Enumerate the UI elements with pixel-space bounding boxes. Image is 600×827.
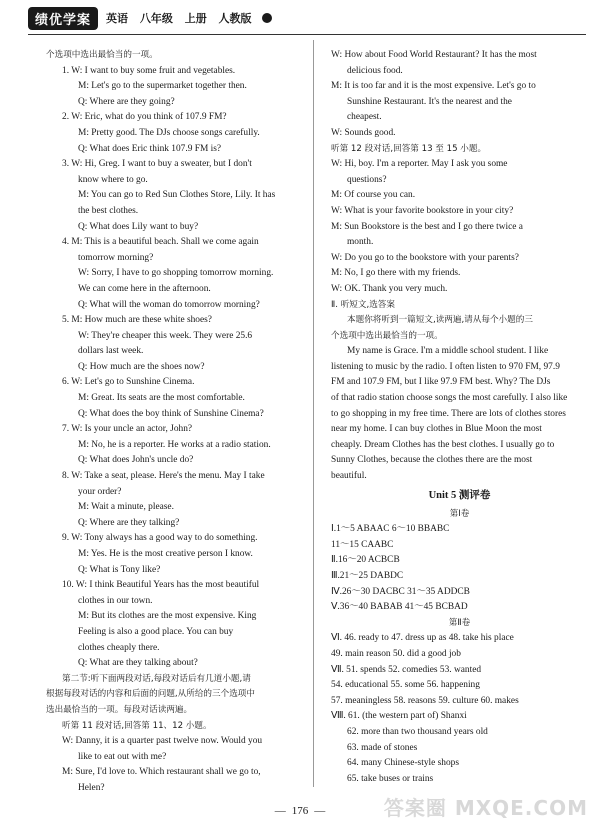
text-line: M: But its clothes are the most expensive. King xyxy=(78,611,257,622)
text-line: beautiful. xyxy=(331,471,367,482)
text-line: W: They're cheaper this week. They were 25.6 xyxy=(78,330,253,341)
text-line: clothes in our town. xyxy=(78,595,153,606)
text-line: cheapest. xyxy=(347,112,382,123)
text-line: tomorrow morning? xyxy=(78,252,154,263)
text-line: Q: What does Eric think 107.9 FM is? xyxy=(78,143,222,154)
text-line: Ⅳ.26～30 DACBC 31～35 ADDCB xyxy=(331,586,470,597)
text-line: questions? xyxy=(347,174,387,185)
text-line: near my home. I can buy clothes in Blue Moon the most xyxy=(331,424,542,435)
text-line: Q: How much are the shoes now? xyxy=(78,361,205,372)
text-line: 8. W: Take a seat, please. Here's the menu. May I take xyxy=(62,471,265,482)
text-line: M: Of course you can. xyxy=(331,190,416,201)
text-line: W: OK. Thank you very much. xyxy=(331,283,448,294)
text-line: Q: What is Tony like? xyxy=(78,564,161,575)
page-number-value: 176 xyxy=(291,805,309,817)
text-line: 个选项中选出最恰当的一项。 xyxy=(331,330,443,341)
right-column xyxy=(331,48,588,787)
text-line: Sunny Clothes, because the clothes there are the most xyxy=(331,455,533,466)
text-line: the best clothes. xyxy=(78,205,139,216)
text-line: 63. made of stones xyxy=(347,742,418,753)
text-line: M: Sun Bookstore is the best and I go there twice a xyxy=(331,221,523,232)
text-line: Ⅵ. 46. ready to 47. dress up as 48. take his place xyxy=(331,633,514,644)
text-line: clothes cheaply there. xyxy=(78,642,160,653)
text-line: Ⅰ.1～5 ABAAC 6～10 BBABC xyxy=(331,524,450,535)
text-line: M: It is too far and it is the most expensive. Let's go to xyxy=(331,81,536,92)
text-line: listening to music by the radio. I often listen to 970 FM, 97.9 xyxy=(331,361,560,372)
text-line: M: Yes. He is the most creative person I know. xyxy=(78,549,253,559)
text-line: 第二节:听下面两段对话,每段对话后有几道小题,请 xyxy=(62,673,251,684)
text-line: 65. take buses or trains xyxy=(347,773,434,784)
text-line: Q: Where are they talking? xyxy=(78,517,180,528)
text-line: 3. W: Hi, Greg. I want to buy a sweater, but I don't xyxy=(62,159,252,170)
text-line: Ⅴ.36～40 BABAB 41～45 BCBAD xyxy=(331,602,468,613)
text-line: Q: What will the woman do tomorrow morning? xyxy=(78,299,260,310)
watermark-logo: 答案圈 MXQE.COM xyxy=(383,796,588,820)
text-line: W: How about Food World Restaurant? It has the most xyxy=(331,50,537,60)
header-rule xyxy=(28,34,586,35)
text-line: 第Ⅱ卷 xyxy=(448,617,471,628)
grade-label: 八年级 xyxy=(139,12,173,25)
text-line: 第Ⅰ卷 xyxy=(449,508,470,519)
text-line: delicious food. xyxy=(347,65,403,76)
text-line: Q: What does John's uncle do? xyxy=(78,455,194,466)
text-line: M: Let's go to the supermarket together then. xyxy=(78,81,247,92)
text-line: 1. W: I want to buy some fruit and vegetables. xyxy=(62,65,236,76)
text-line: My name is Grace. I'm a middle school student. I like xyxy=(347,346,549,357)
text-line: Q: What are they talking about? xyxy=(78,658,198,669)
text-line: 62. more than two thousand years old xyxy=(347,726,488,737)
volume-label: 上册 xyxy=(184,12,207,25)
text-line: of that radio station choose songs the most carefully. I also like xyxy=(331,393,568,404)
text-line: 9. W: Tony always has a good way to do something. xyxy=(62,533,258,544)
text-line: Helen? xyxy=(78,782,105,793)
text-line: M: Sure, I'd love to. Which restaurant shall we go to, xyxy=(62,767,261,778)
text-line: M: Pretty good. The DJs choose songs carefully. xyxy=(78,127,260,138)
text-line: W: Do you go to the bookstore with your parents? xyxy=(331,252,519,263)
text-line: Ⅱ. 听短文,选答案 xyxy=(331,299,395,310)
edition-label: 人教版 xyxy=(218,12,252,25)
text-line: 听第 11 段对话,回答第 11、12 小题。 xyxy=(62,720,212,731)
text-line: W: Sounds good. xyxy=(331,127,396,138)
text-line: Q: What does Lily want to buy? xyxy=(78,221,199,232)
book-brand-badge: 绩优学案 xyxy=(28,7,98,30)
text-line: 6. W: Let's go to Sunshine Cinema. xyxy=(62,377,195,388)
text-line: W: Sorry, I have to go shopping tomorrow morning. xyxy=(78,268,274,279)
text-line: M: No, I go there with my friends. xyxy=(331,268,461,279)
text-line: 5. M: How much are these white shoes? xyxy=(62,315,212,326)
text-line: We can come here in the afternoon. xyxy=(78,283,211,294)
text-line: M: You can go to Red Sun Clothes Store, Lily. It has xyxy=(78,190,276,201)
text-line: M: No, he is a reporter. He works at a radio station. xyxy=(78,439,271,450)
text-line: W: Hi, boy. I'm a reporter. May I ask you some xyxy=(331,159,508,170)
text-line: 64. many Chinese-style shops xyxy=(347,758,459,769)
text-line: 本题你将听到一篇短文,读两遍,请从每个小题的三 xyxy=(347,315,533,326)
text-line: 49. main reason 50. did a good job xyxy=(331,648,461,659)
text-line: to go shopping in my free time. There are lots of clothes stores xyxy=(331,408,566,419)
text-line: Ⅱ.16～20 ACBCB xyxy=(331,555,400,566)
book-info xyxy=(106,10,260,26)
text-line: Feeling is also a good place. You can buy xyxy=(78,626,234,637)
page-number: — 176 — xyxy=(274,805,326,817)
text-line: your order? xyxy=(78,486,122,497)
subject-label: 英语 xyxy=(106,12,129,25)
text-line: FM and 107.9 FM, but I like 97.9 FM best. Why? The DJs xyxy=(331,377,551,388)
text-line: Ⅷ. 61. (the western part of) Shanxi xyxy=(331,711,467,722)
text-line: cheaply. Dream Clothes has the best clothes. I usually go to xyxy=(331,439,555,450)
text-line: 4. M: This is a beautiful beach. Shall we come again xyxy=(62,237,259,248)
text-line: know where to go. xyxy=(78,174,148,185)
text-line: 2. W: Eric, what do you think of 107.9 FM? xyxy=(62,112,227,123)
text-line: Sunshine Restaurant. It's the nearest and the xyxy=(347,96,512,107)
text-line: 11～15 CAABC xyxy=(331,539,394,550)
text-line: Q: What does the boy think of Sunshine Cinema? xyxy=(78,408,264,419)
text-line: 个选项中选出最恰当的一项。 xyxy=(46,50,158,60)
text-line: W: What is your favorite bookstore in your city? xyxy=(331,205,514,216)
text-line: month. xyxy=(347,237,374,248)
column-divider xyxy=(313,40,314,787)
section-title: Unit 5 测评卷 xyxy=(428,489,491,501)
text-line: Q: Where are they going? xyxy=(78,96,175,107)
left-column xyxy=(46,48,302,797)
text-line: Ⅶ. 51. spends 52. comedies 53. wanted xyxy=(331,664,482,675)
page-header xyxy=(28,6,272,30)
text-line: 根据每段对话的内容和后面的问题,从所给的三个选项中 xyxy=(46,689,255,700)
text-line: 听第 12 段对话,回答第 13 至 15 小题。 xyxy=(331,143,487,154)
text-line: dollars last week. xyxy=(78,346,144,357)
text-line: Ⅲ.21～25 DABDC xyxy=(331,571,404,581)
text-line: 57. meaningless 58. reasons 59. culture 60. makes xyxy=(331,695,519,706)
text-line: W: Danny, it is a quarter past twelve now. Would you xyxy=(62,736,263,747)
text-line: like to eat out with me? xyxy=(78,751,167,762)
text-line: 选出最恰当的一项。每段对话读两遍。 xyxy=(46,704,193,715)
text-line: M: Great. Its seats are the most comfortable. xyxy=(78,393,245,404)
text-line: M: Wait a minute, please. xyxy=(78,502,174,513)
text-line: 10. W: I think Beautiful Years has the most beautiful xyxy=(62,580,260,591)
bullet-dot-icon xyxy=(262,13,272,23)
text-line: 54. educational 55. some 56. happening xyxy=(331,680,480,691)
text-line: 7. W: Is your uncle an actor, John? xyxy=(62,424,193,435)
